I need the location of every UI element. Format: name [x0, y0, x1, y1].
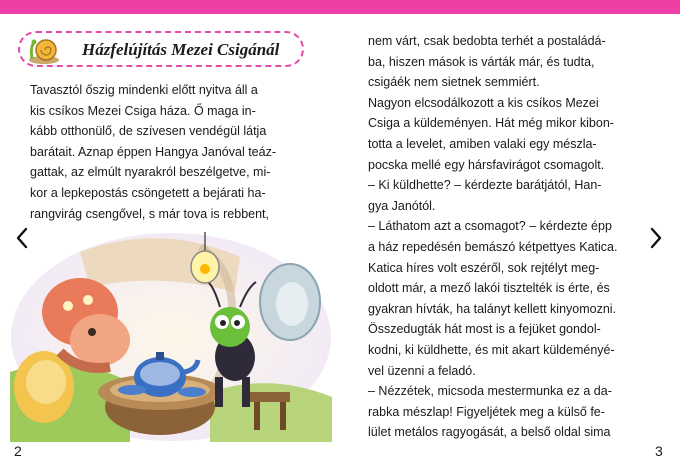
text-line: – Ki küldhette? – kérdezte barátjától, Han- [368, 178, 602, 193]
text-line: a ház repedésén bemászó kétpettyes Katica. [368, 239, 618, 254]
text-line: kor a lepkepostás csöngetett a bejárati ha- [30, 185, 266, 200]
story-illustration [10, 232, 332, 442]
text-line: Katica híres volt eszéről, sok rejtélyt meg- [368, 260, 600, 275]
text-line: rabka mészlap! Figyeljétek meg a külső fe- [368, 404, 605, 419]
page-number-left: 2 [14, 443, 22, 459]
text-line: kább otthonülő, de szívesen vendégül látja [30, 124, 267, 139]
text-line: Nagyon elcsodálkozott a kis csíkos Mezei [368, 95, 599, 110]
text-line: rangvirág csengővel, s már tova is rebbent, [30, 206, 270, 221]
text-line: Összedugták hát most is a fejüket gondol- [368, 322, 601, 337]
left-text-column [30, 80, 320, 224]
text-line: Tavasztól őszig mindenki előtt nyitva áll a [30, 83, 258, 97]
page-number-right: 3 [655, 443, 663, 459]
chevron-left-icon[interactable] [14, 226, 30, 250]
text-line: lület metálos ragyogását, a belső oldal sima [368, 425, 611, 440]
text-line: – Láthatom azt a csomagot? – kérdezte épp [368, 219, 612, 234]
page-title: Házfelújítás Mezei Csigánál [82, 40, 280, 59]
text-line: gyakran hívták, ha talányt kellett kinyomozni. [368, 301, 617, 316]
snail-icon [26, 35, 62, 65]
story-title-banner [18, 31, 304, 67]
text-line: kodni, ki küldhette, és mit akart küldeményé- [368, 342, 615, 357]
chevron-right-icon[interactable] [648, 226, 664, 250]
text-line: totta a levelet, amiben valaki egy mészla- [368, 136, 597, 151]
text-line: vel üzenni a feladó. [368, 363, 476, 378]
text-line: pocska mellé egy hársfavirágot csomagolt. [368, 157, 605, 172]
text-line: gattak, az elmúlt nyarakról beszélgetve, mi- [30, 165, 271, 180]
right-text-column [368, 31, 664, 443]
text-line: oldott már, a mező lakói tisztelték is érte, és [368, 281, 610, 296]
text-line: – Nézzétek, micsoda mestermunka ez a da- [368, 384, 612, 399]
text-line: nem várt, csak bedobta terhét a postaládá- [368, 34, 606, 48]
text-line: barátait. Aznap éppen Hangya Janóval teáz- [30, 144, 277, 159]
text-line: kis csíkos Mezei Csiga háza. Ő maga in- [30, 103, 256, 118]
text-line: csigáék nem sietnek semmiért. [368, 75, 540, 90]
text-line: Csiga a küldeményen. Hát még mikor kibon- [368, 116, 614, 131]
text-line: ba, hiszen mások is várták már, és tudta, [368, 54, 595, 69]
top-accent-bar [0, 0, 680, 14]
text-line: gya Janótól. [368, 198, 436, 213]
